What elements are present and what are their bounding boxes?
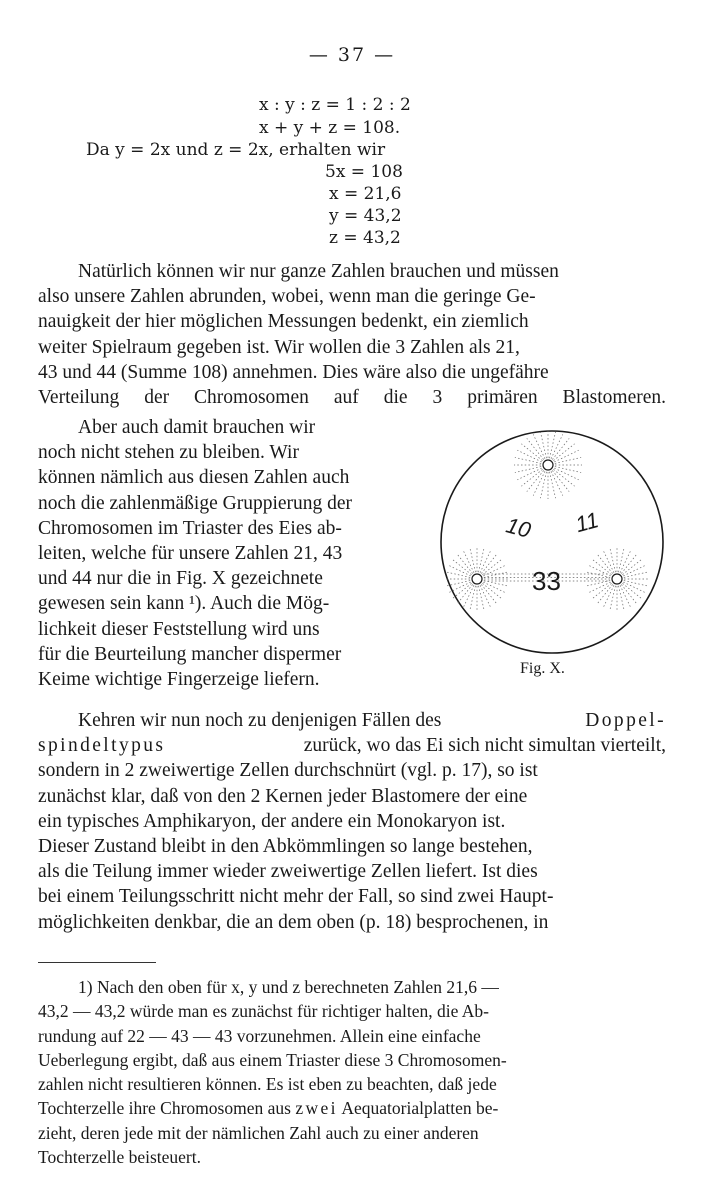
aster-ray [533, 471, 545, 495]
text-line: lichkeit dieser Feststellung wird uns [38, 618, 320, 640]
aster-ray [540, 472, 546, 498]
aster-ray [624, 581, 648, 587]
aster-ray [446, 572, 470, 578]
aster-ray [552, 438, 569, 459]
text-line: 43 und 44 (Summe 108) annehmen. Dies wäre also die ungefähre [38, 361, 549, 383]
aster-ray [521, 469, 542, 486]
aster-ray [551, 471, 563, 495]
footnote-line: zieht, deren jede mit der nämlichen Zahl auch zu einer anderen [38, 1122, 479, 1143]
triaster-diagram [440, 424, 672, 660]
text-line: sondern in 2 zweiwertige Zellen durchschnürt (vgl. p. 17), so ist [38, 760, 538, 782]
aster-ray [586, 572, 610, 578]
equation-premise: Da y = 2x und z = 2x, erhalten wir [86, 140, 386, 160]
footnote [38, 975, 666, 1169]
footnote-line: 43,2 — 43,2 würde man es zunächst für richtiger halten, die Ab- [38, 1001, 489, 1022]
paragraph-3 [38, 708, 666, 935]
aster-ray [517, 468, 541, 480]
footnote-line: 1) Nach den oben für x, y und z berechneten Zahlen 21,6 — [78, 977, 499, 997]
text-line: Dieser Zustand bleibt in den Abkömmlingen so lange bestehen, [38, 835, 533, 857]
text-line: für die Beurteilung mancher dispermer [38, 643, 342, 665]
text-line: Natürlich können wir nur ganze Zahlen brauchen und müssen [78, 261, 559, 282]
emphasis-spaced: spindeltypus [38, 735, 166, 757]
aster-ray [553, 444, 574, 461]
text-line: zunächst klar, daß von den 2 Kernen jeder Blastomere der eine [38, 785, 528, 807]
footnote-line: zahlen nicht resultieren können. Es ist eben zu beachten, daß jede [38, 1074, 497, 1095]
equation-sum: x + y + z = 108. [259, 118, 401, 138]
centrosome-left [472, 574, 482, 584]
text-line: Kehren wir nun noch zu denjenigen Fällen des Doppel- [38, 708, 666, 733]
aster-ray [586, 581, 610, 587]
text-line: können nämlich aus diesen Zahlen auch [38, 467, 350, 489]
aster-ray [552, 470, 569, 491]
text-line: leiten, welche für unsere Zahlen 21, 43 [38, 542, 343, 564]
aster-ray [521, 444, 542, 461]
aster-ray [527, 470, 544, 491]
aster-ray [624, 572, 648, 578]
emphasis-spaced: zwei [295, 1098, 338, 1119]
aster-ray [610, 586, 616, 610]
text-line: noch die zahlenmäßige Gruppierung der [38, 492, 353, 514]
aster-ray [470, 586, 476, 610]
aster-ray [619, 548, 625, 572]
text-line: nauigkeit der hier möglichen Messungen bedenkt, ein ziemlich [38, 311, 529, 333]
aster-ray [619, 586, 625, 610]
footnote-rule [38, 962, 156, 963]
aster-ray [527, 438, 544, 459]
aster-ray [550, 432, 556, 458]
aster-ray [533, 434, 545, 458]
aster-ray [517, 450, 541, 462]
chromosome-count-right: 11 [572, 507, 602, 538]
text-line: also unsere Zahlen abrunden, wobei, wenn man die geringe Ge- [38, 286, 536, 308]
footnote-line: rundung auf 22 — 43 — 43 vorzunehmen. Allein eine einfache [38, 1025, 481, 1046]
text-line: ein typisches Amphikaryon, der andere ein Monokaryon ist. [38, 810, 506, 832]
figure-x [440, 424, 672, 686]
text-line: noch nicht stehen zu bleiben. Wir [38, 442, 299, 464]
aster-ray [515, 467, 541, 473]
aster-ray [484, 581, 508, 587]
equation-x: x = 21,6 [329, 184, 402, 204]
text-line: als die Teilung immer wieder zweiwertige Zellen liefert. Ist dies [38, 861, 538, 883]
book-page [38, 0, 666, 1200]
equation-y: y = 43,2 [329, 206, 402, 226]
chromosome-count-bottom: 33 [532, 566, 561, 596]
aster-ray [479, 586, 485, 610]
text-line: Keime wichtige Fingerzeige liefern. [38, 668, 320, 690]
aster-ray [470, 548, 476, 572]
text-line: weiter Spielraum gegeben ist. Wir wollen die 3 Zahlen als 21, [38, 336, 520, 358]
aster-ray [553, 469, 574, 486]
footnote-line: Ueberlegung ergibt, daß aus einem Triaster diese 3 Chromosomen- [38, 1049, 507, 1070]
equation-5x: 5x = 108 [325, 162, 403, 182]
paragraph-1 [38, 259, 666, 410]
paragraph-2 [38, 415, 406, 692]
footnote-line: Tochterzelle beisteuert. [38, 1147, 201, 1168]
footnote-line: Tochterzelle ihre Chromosomen aus zwei Aequatorialplatten be- [38, 1098, 499, 1119]
text-line: Aber auch damit brauchen wir [78, 417, 316, 438]
centrosome-right [612, 574, 622, 584]
aster-ray [551, 434, 563, 458]
text-line: spindeltypus zurück, wo das Ei sich nicht simultan vierteilt, [38, 733, 666, 758]
centrosome-top [543, 460, 553, 470]
page-number: — 37 — [308, 44, 396, 66]
aster-ray [554, 468, 578, 480]
text-line: bei einem Teilungsschritt nicht mehr der Fall, so sind zwei Haupt- [38, 886, 554, 908]
aster-ray [555, 467, 581, 473]
aster-ray [515, 457, 541, 463]
emphasis-spaced: Doppel- [585, 710, 666, 731]
text-line: Verteilung der Chromosomen auf die 3 primären Blastomeren. [38, 386, 666, 408]
aster-ray [484, 572, 508, 578]
aster-ray [540, 432, 546, 458]
aster-ray [550, 472, 556, 498]
chromosome-count-left: 10 [503, 512, 534, 543]
aster-ray [479, 548, 485, 572]
equation-z: z = 43,2 [329, 228, 401, 248]
text-line: gewesen sein kann ¹). Auch die Mög- [38, 593, 330, 615]
figure-caption: Fig. X. [520, 660, 565, 677]
text-line: und 44 nur die in Fig. X gezeichnete [38, 568, 323, 590]
aster-ray [555, 457, 581, 463]
text-line: möglichkeiten denkbar, die an dem oben (p. 18) besprochenen, in [38, 911, 549, 933]
equation-ratio: x : y : z = 1 : 2 : 2 [259, 95, 411, 115]
text-line: Chromosomen im Triaster des Eies ab- [38, 517, 342, 539]
aster-ray [610, 548, 616, 572]
aster-ray [554, 450, 578, 462]
